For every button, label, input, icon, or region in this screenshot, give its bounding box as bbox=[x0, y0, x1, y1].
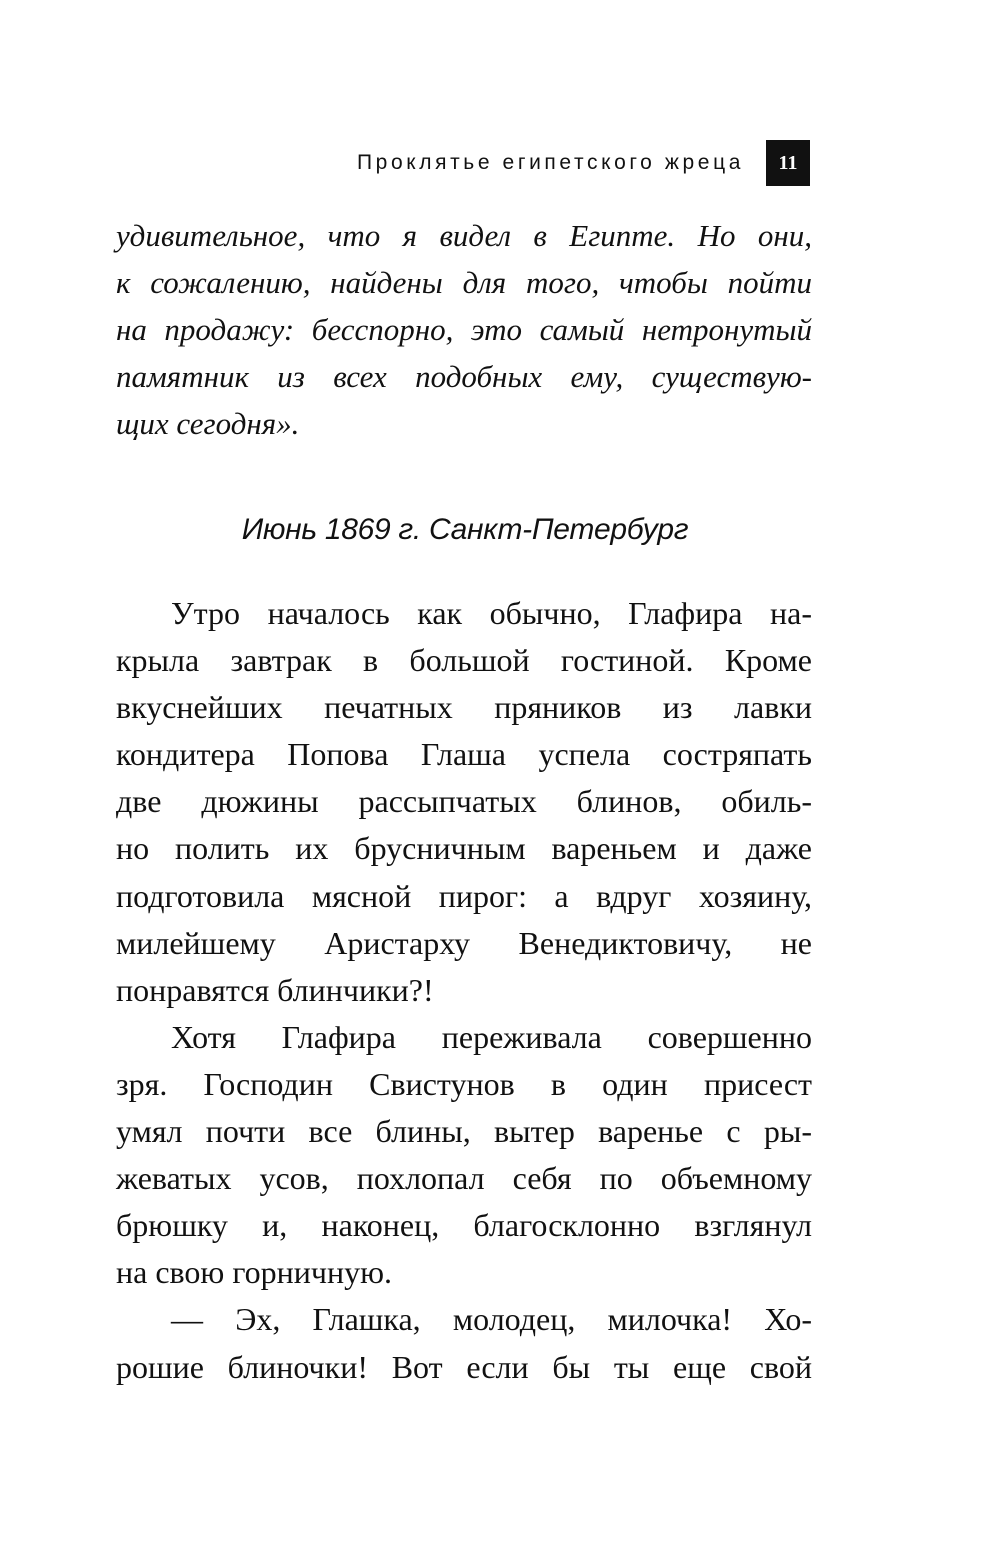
body-line: вкуснейших печатных пряников из лавки bbox=[116, 689, 812, 726]
body-line: зря. Господин Свистунов в один присест bbox=[116, 1065, 812, 1102]
quote-line: на продажу: бесспорно, это самый нетронутый bbox=[116, 312, 812, 347]
body-line: кондитера Попова Глаша успела состряпать bbox=[116, 736, 812, 773]
quote-line: удивительное, что я видел в Египте. Но они, bbox=[116, 218, 812, 253]
section-heading: Июнь 1869 г. Санкт-Петербург bbox=[241, 513, 689, 546]
italic-quote-paragraph bbox=[116, 212, 812, 447]
body-line: брюшку и, наконец, благосклонно взглянул bbox=[116, 1207, 812, 1244]
body-line: но полить их брусничным вареньем и даже bbox=[116, 830, 812, 867]
body-line: Утро началось как обычно, Глафира на- bbox=[171, 595, 812, 631]
body-line: на свою горничную. bbox=[116, 1254, 393, 1291]
page-number-box: 11 bbox=[766, 140, 810, 186]
body-text bbox=[116, 590, 812, 1391]
body-line: рошие блиночки! Вот если бы ты еще свой bbox=[116, 1348, 812, 1385]
running-header bbox=[357, 140, 810, 186]
body-line: умял почти все блины, вытер варенье с ры- bbox=[116, 1113, 812, 1150]
body-line: жеватых усов, похлопал себя по объемному bbox=[116, 1160, 812, 1197]
body-line: Хотя Глафира переживала совершенно bbox=[171, 1018, 812, 1055]
body-line: — Эх, Глашка, молодец, милочка! Хо- bbox=[171, 1301, 812, 1338]
body-line: крыла завтрак в большой гостиной. Кроме bbox=[116, 642, 812, 679]
body-line: две дюжины рассыпчатых блинов, обиль- bbox=[116, 783, 812, 820]
quote-line: щих сегодня». bbox=[116, 406, 300, 441]
body-line: подготовила мясной пирог: а вдруг хозяину, bbox=[116, 877, 812, 914]
body-line: понравятся блинчики?! bbox=[116, 971, 434, 1008]
body-line: милейшему Аристарху Венедиктовичу, не bbox=[116, 924, 812, 961]
quote-line: памятник из всех подобных ему, существую- bbox=[116, 359, 812, 394]
quote-line: к сожалению, найдены для того, чтобы пойти bbox=[116, 265, 812, 300]
running-title: Проклятье египетского жреца bbox=[356, 151, 744, 174]
